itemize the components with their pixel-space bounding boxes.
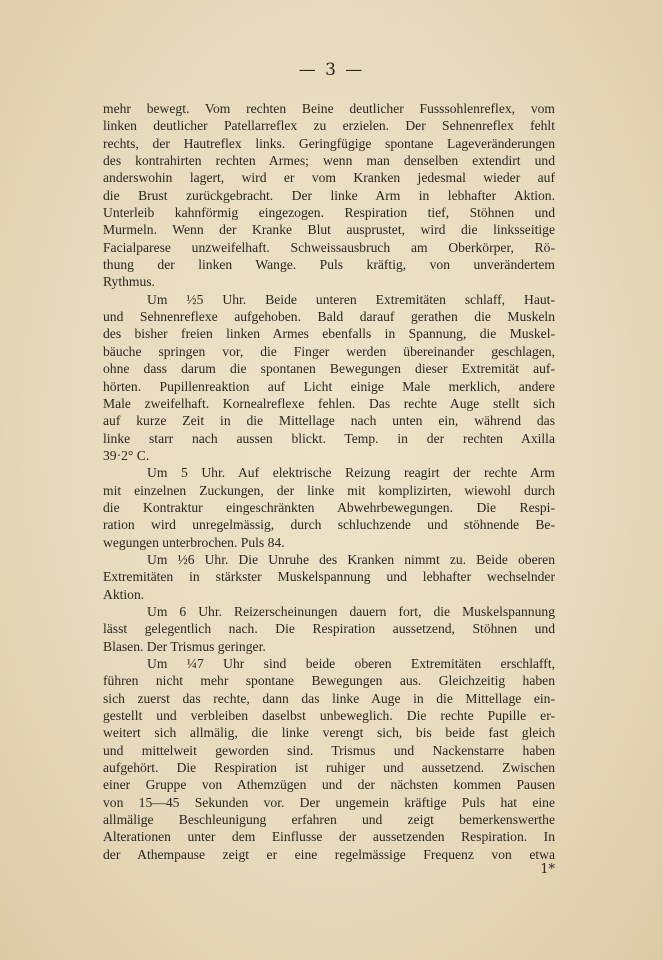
text-line: auf kurze Zeit in die Mittellage nach unten ein, während das: [103, 413, 555, 429]
text-line: des bisher freien linken Armes ebenfalls in Spannung, die Muskel-: [103, 326, 555, 342]
text-line: Um ½5 Uhr. Beide unteren Extremitäten schlaff, Haut-: [147, 291, 555, 307]
text-line: lässt gelegentlich nach. Die Respiration aussetzend, Stöhnen und: [103, 621, 555, 637]
text-line: Facialparese unzweifelhaft. Schweissausbruch am Oberkörper, Rö-: [103, 239, 555, 255]
text-line: bäuche springen vor, die Finger werden übereinander geschlagen,: [103, 343, 555, 359]
text-line: 39·2° C.: [103, 447, 150, 463]
text-line: führen nicht mehr spontane Bewegungen aus. Gleichzeitig haben: [103, 673, 555, 689]
text-line: wegungen unterbrochen. Puls 84.: [103, 534, 285, 550]
text-line: allmälige Beschleunigung erfahren und zeigt bemerkenswerthe: [103, 812, 555, 828]
text-line: weitert sich allmälig, die linke verengt sich, bis beide fast gleich: [103, 725, 555, 741]
text-line: einer Gruppe von Athemzügen und der nächsten kommen Pausen: [103, 777, 555, 793]
text-line: mit einzelnen Zuckungen, der linke mit komplizirten, wiewohl durch: [103, 482, 555, 498]
text-line: Rythmus.: [103, 274, 155, 290]
signature-mark: 1*: [540, 862, 555, 877]
text-line: gestellt und verbleiben daselbst unbeweglich. Die rechte Pupille er-: [103, 708, 555, 724]
text-line: Male zweifelhaft. Kornealreflexe fehlen. Das rechte Auge stellt sich: [103, 395, 555, 411]
text-line: Um ½6 Uhr. Die Unruhe des Kranken nimmt zu. Beide oberen: [147, 551, 555, 567]
text-line: ration wird unregelmässig, durch schluchzende und stöhnende Be-: [103, 517, 555, 533]
text-line: linken deutlicher Patellarreflex zu erzielen. Der Sehnenreflex fehlt: [103, 118, 555, 134]
text-line: Alterationen unter dem Einflusse der aussetzenden Respiration. In: [103, 829, 555, 845]
text-line: aufgehört. Die Respiration ist ruhiger und aussetzend. Zwischen: [103, 760, 555, 776]
text-line: Um 6 Uhr. Reizerscheinungen dauern fort, die Muskelspannung: [147, 603, 555, 619]
text-line: die Brust zurückgebracht. Der linke Arm in lebhafter Aktion.: [103, 187, 555, 203]
text-line: und Sehnenreflexe aufgehoben. Bald darauf gerathen die Muskeln: [103, 309, 555, 325]
text-line: Unterleib kahnförmig eingezogen. Respiration tief, Stöhnen und: [103, 205, 555, 221]
text-line: von 15—45 Sekunden vor. Der ungemein kräftige Puls hat eine: [103, 794, 555, 810]
text-line: die Kontraktur eingeschränkten Abwehrbewegungen. Die Respi-: [103, 499, 555, 515]
text-line: rechts, der Hautreflex links. Geringfügige spontane Lageveränderungen: [103, 135, 555, 151]
text-line: der Athempause zeigt er eine regelmässige Frequenz von etwa: [103, 846, 555, 862]
text-line: linke starr nach aussen blickt. Temp. in der rechten Axilla: [103, 430, 555, 446]
text-line: und mittelweit geworden sind. Trismus und Nackenstarre haben: [103, 742, 555, 758]
text-line: Extremitäten in stärkster Muskelspannung und lebhafter wechselnder: [103, 569, 555, 585]
page-number: — 3 —: [298, 60, 365, 80]
text-line: Um ¼7 Uhr sind beide oberen Extremitäten erschlafft,: [147, 656, 555, 671]
text-line: thung der linken Wange. Puls kräftig, von unverändertem: [103, 257, 555, 273]
body-text: [103, 100, 555, 863]
text-line: sich zuerst das rechte, dann das linke Auge in die Mittellage ein-: [103, 690, 555, 706]
text-line: des kontrahirten rechten Armes; wenn man denselben extendirt und: [103, 153, 555, 169]
text-line: anderswohin lagert, wird er vom Kranken jedesmal wieder auf: [103, 170, 555, 186]
text-line: ohne dass darum die spontanen Bewegungen dieser Extremität auf-: [103, 361, 555, 377]
text-line: Blasen. Der Trismus geringer.: [103, 638, 266, 654]
text-line: Murmeln. Wenn der Kranke Blut ausprustet, wird die linksseitige: [103, 222, 555, 238]
text-line: Aktion.: [103, 586, 145, 602]
text-line: mehr bewegt. Vom rechten Beine deutlicher Fusssohlenreflex, vom: [103, 101, 555, 116]
text-line: hörten. Pupillenreaktion auf Licht einige Male merklich, andere: [103, 378, 555, 394]
text-line: Um 5 Uhr. Auf elektrische Reizung reagirt der rechte Arm: [147, 465, 555, 481]
